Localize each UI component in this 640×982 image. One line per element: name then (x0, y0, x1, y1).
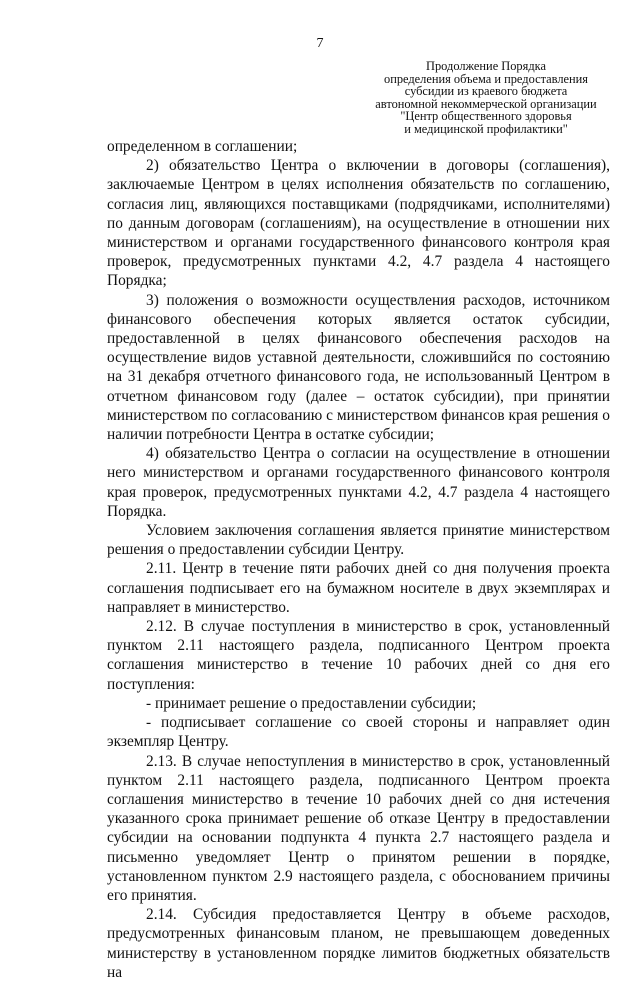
body-paragraph: определенном в соглашении; (107, 138, 298, 155)
body-paragraph: 3) положения о возможности осуществления расходов, источником финансового обеспечения которых является остаток субсидии, предоставленной в целях финансового обеспечения расходов на осуществление видов уставной деятельности, сложившийся по состоянию на 31 декабря отчетного финансового года, не использованный Центром в отчетном финансовом году (далее – остаток субсидии), при принятии министерством по согласованию с министерством финансов края решения о наличии потребности Центра в остатке субсидии; (107, 291, 610, 444)
body-paragraph: 2.14. Субсидия предоставляется Центру в объеме расходов, предусмотренных финансовым планом, не превышающем доведенных министерству в установленном порядке лимитов бюджетных обязательств на (107, 906, 610, 981)
body-paragraph: - принимает решение о предоставлении субсидии; (146, 694, 477, 712)
header-line: автономной некоммерческой организации (375, 96, 597, 111)
body-paragraph: 2.12. В случае поступления в министерство в срок, установленный пунктом 2.11 настоящего раздела, подписанного Центром проекта соглашения министерство в течение 10 рабочих дней со дня его поступления: (107, 618, 610, 693)
body-paragraph: 2.11. Центр в течение пяти рабочих дней со дня получения проекта соглашения подписывает его на бумажном носителе в двух экземплярах и направляет в министерство. (107, 560, 610, 616)
body-paragraph: - подписывает соглашение со своей стороны и направляет один экземпляр Центру. (107, 714, 610, 751)
header-line: субсидии из краевого бюджета (404, 84, 568, 99)
appendix-header (368, 60, 604, 136)
header-line: и медицинской профилактики" (404, 121, 568, 136)
header-line: определения объема и предоставления (384, 71, 588, 86)
body-paragraph: 2.13. В случае непоступления в министерство в срок, установленный пунктом 2.11 настоящего раздела, подписанного Центром проекта соглашения министерство в течение 10 рабочих дней со дня истечения указанного срока принимает решение об отказе Центру в предоставлении субсидии на основании подпункта 4 пункта 2.7 настоящего раздела и письменно уведомляет Центр о принятом решении в порядке, установленном пунктом 2.9 настоящего раздела, с обоснованием причины его принятия. (107, 752, 610, 904)
page-number: 7 (316, 36, 324, 51)
body-paragraph: 4) обязательство Центра о согласии на осуществление в отношении него министерством и органами государственного финансового контроля края проверок, предусмотренных пунктами 4.2, 4.7 раздела 4 настоящего Порядка. (107, 445, 610, 520)
body-paragraph: Условием заключения соглашения является принятие министерством решения о предоставлении субсидии Центру. (107, 522, 610, 559)
header-line: Продолжение Порядка (426, 59, 546, 73)
document-body (107, 137, 610, 982)
body-paragraph: 2) обязательство Центра о включении в договоры (соглашения), заключаемые Центром в целях исполнения обязательств по соглашению, согласия лиц, являющихся поставщиками (подрядчиками, исполнителями) по данным договорам (соглашениям), на осуществление в отношении них министерством и органами государственного финансового контроля края проверок, предусмотренных пунктами 4.2, 4.7 раздела 4 настоящего Порядка; (107, 157, 610, 290)
header-line: "Центр общественного здоровья (400, 109, 572, 124)
